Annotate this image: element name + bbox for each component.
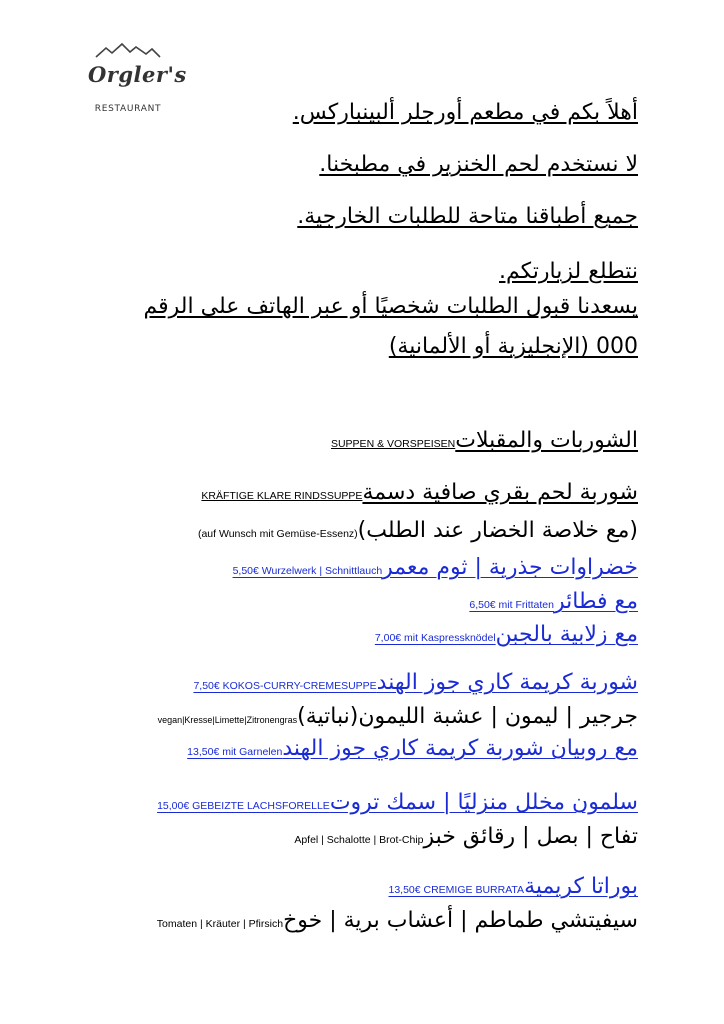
section-title-ar: الشوربات والمقبلات xyxy=(455,428,638,453)
logo-name: Orgler's xyxy=(88,62,187,87)
item-name-ar: شوربة لحم بقري صافية دسمة xyxy=(362,480,638,505)
item-name-de: KRÄFTIGE KLARE RINDSSUPPE xyxy=(201,490,363,502)
menu-item-note xyxy=(157,906,638,936)
item-name-ar: سلمون مخلل منزليًا | سمك تروت xyxy=(329,790,638,815)
item-name-ar: خضراوات جذرية | ثوم معمر xyxy=(382,555,638,580)
section-title-de: SUPPEN & VORSPEISEN xyxy=(330,438,456,450)
menu-item-note xyxy=(198,516,638,546)
item-name-de: 13,50€ CREMIGE BURRATA xyxy=(388,884,525,896)
item-name-de: 15,00€ GEBEIZTE LACHSFORELLE xyxy=(157,800,330,812)
item-name-de: 5,50€ Wurzelwerk | Schnittlauch xyxy=(232,565,383,577)
item-name-ar: (مع خلاصة الخضار عند الطلب) xyxy=(357,518,638,543)
item-name-ar: سيفيتشي طماطم | أعشاب برية | خوخ xyxy=(283,908,638,933)
intro-looking-forward: نتطلع لزيارتكم. xyxy=(499,259,638,284)
menu-item xyxy=(201,478,638,508)
menu-item-link[interactable] xyxy=(469,587,638,617)
item-name-ar: شوربة كريمة كاري جوز الهند xyxy=(376,670,638,695)
intro-takeaway: جميع أطباقنا متاحة للطلبات الخارجية. xyxy=(297,204,638,229)
item-name-ar: بوراتا كريمية xyxy=(524,874,638,899)
item-name-de: 6,50€ mit Frittaten xyxy=(469,599,554,611)
menu-item-link[interactable] xyxy=(233,553,638,583)
item-name-ar: جرجير | ليمون | عشبة الليمون(نباتية) xyxy=(297,704,638,729)
menu-item-note xyxy=(158,702,638,732)
item-name-ar: مع روبيان شوربة كريمة كاري جوز الهند xyxy=(282,736,638,761)
intro-no-pork: لا نستخدم لحم الخنزير في مطبخنا. xyxy=(319,152,638,177)
item-name-ar: مع زلابية بالجبن xyxy=(495,622,638,647)
menu-item-link[interactable] xyxy=(157,788,638,818)
item-name-ar: مع فطائر xyxy=(553,589,638,614)
intro-orders: يسعدنا قبول الطلبات شخصيًا أو عبر الهاتف على الرقم xyxy=(143,294,638,319)
section-heading xyxy=(331,426,638,456)
item-name-de: Apfel | Schalotte | Brot-Chip xyxy=(294,834,424,846)
item-name-de: 7,00€ mit Kaspressknödel xyxy=(374,632,496,644)
item-name-de: vegan|Kresse|Limette|Zitronengras xyxy=(157,715,298,725)
item-name-de: (auf Wunsch mit Gemüse-Essenz) xyxy=(197,528,358,540)
menu-item-link[interactable] xyxy=(187,734,638,764)
item-name-de: Tomaten | Kräuter | Pfirsich xyxy=(156,918,284,930)
item-name-ar: تفاح | بصل | رقائق خبز xyxy=(423,824,638,849)
logo-subtitle: RESTAURANT xyxy=(94,104,162,114)
menu-item-note xyxy=(294,822,638,852)
item-name-de: 13,50€ mit Garnelen xyxy=(187,746,283,758)
mountains-icon xyxy=(92,42,164,58)
menu-item-link[interactable] xyxy=(375,620,638,650)
restaurant-logo xyxy=(88,42,187,122)
intro-welcome: أهلاً بكم في مطعم أورجلر ألبينباركس. xyxy=(292,100,638,125)
menu-item-link[interactable] xyxy=(388,872,638,902)
intro-phone: 000 (الإنجليزية أو الألمانية) xyxy=(388,334,638,359)
menu-item-link[interactable] xyxy=(193,668,638,698)
item-name-de: 7,50€ KOKOS-CURRY-CREMESUPPE xyxy=(193,680,377,692)
